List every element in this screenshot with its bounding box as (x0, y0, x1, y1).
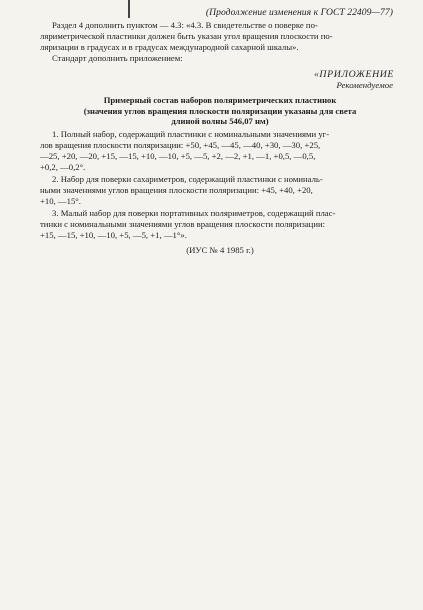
item-line: +15, —15, +10, —10, +5, —5, +1, —1°». (40, 230, 187, 240)
item-small-set (40, 208, 400, 241)
appendix-heading-line: Примерный состав наборов поляриметрических пластинок (103, 95, 337, 105)
continuation-header: (Продолжение изменения к ГОСТ 22409—77) (205, 7, 393, 18)
item-line: +10, —15°. (40, 196, 81, 206)
item-line: лов вращения плоскости поляризации: +50, +45, —45, —40, +30, —30, +25, (40, 140, 321, 150)
item-line: 1. Полный набор, содержащий пластинки с номинальными значениями уг- (52, 129, 330, 139)
item-line: +0,2, —0,2°. (40, 162, 86, 172)
amendment-line: Раздел 4 дополнить пунктом — 4.3: «4.3. В свидетельстве о поверке по- (52, 20, 318, 30)
appendix-heading-line: длиной волны 546,07 нм) (171, 116, 269, 126)
appendix-heading-line: (значения углов вращения плоскости поляризации указаны для света (83, 105, 357, 116)
item-line: тинки с номинальными значениями углов вращения плоскости поляризации: (40, 219, 326, 229)
item-full-set (40, 129, 400, 173)
appendix-heading (40, 95, 400, 127)
item-line: 3. Малый набор для поверки портативных поляриметров, содержащий плас- (52, 208, 336, 218)
item-line: 2. Набор для поверки сахариметров, содержащий пластинки с номиналь- (52, 174, 323, 184)
ius-reference: (ИУС № 4 1985 г.) (186, 245, 254, 255)
amendment-paragraph (40, 20, 400, 53)
amendment-line: ляриметрической пластинки должен быть указан угол вращения плоскости по- (40, 31, 333, 41)
item-line: —25, +20, —20, +15, —15, +10, —10, +5, —5, +2, —2, +1, —1, +0,5, —0,5, (40, 151, 316, 161)
appendix-title: «ПРИЛОЖЕНИЕ (313, 69, 394, 80)
item-line: ными значениями углов вращения плоскости поляризации: +45, +40, +20, (40, 185, 313, 195)
scan-mark (128, 0, 130, 18)
appendix-status: Рекомендуемое (336, 80, 393, 90)
amendment-line: ляризации в градусах и в градусах международной сахарной шкалы». (40, 42, 299, 52)
standard-note: Стандарт дополнить приложением: (52, 53, 183, 63)
item-saccharimeter-set (40, 174, 400, 207)
